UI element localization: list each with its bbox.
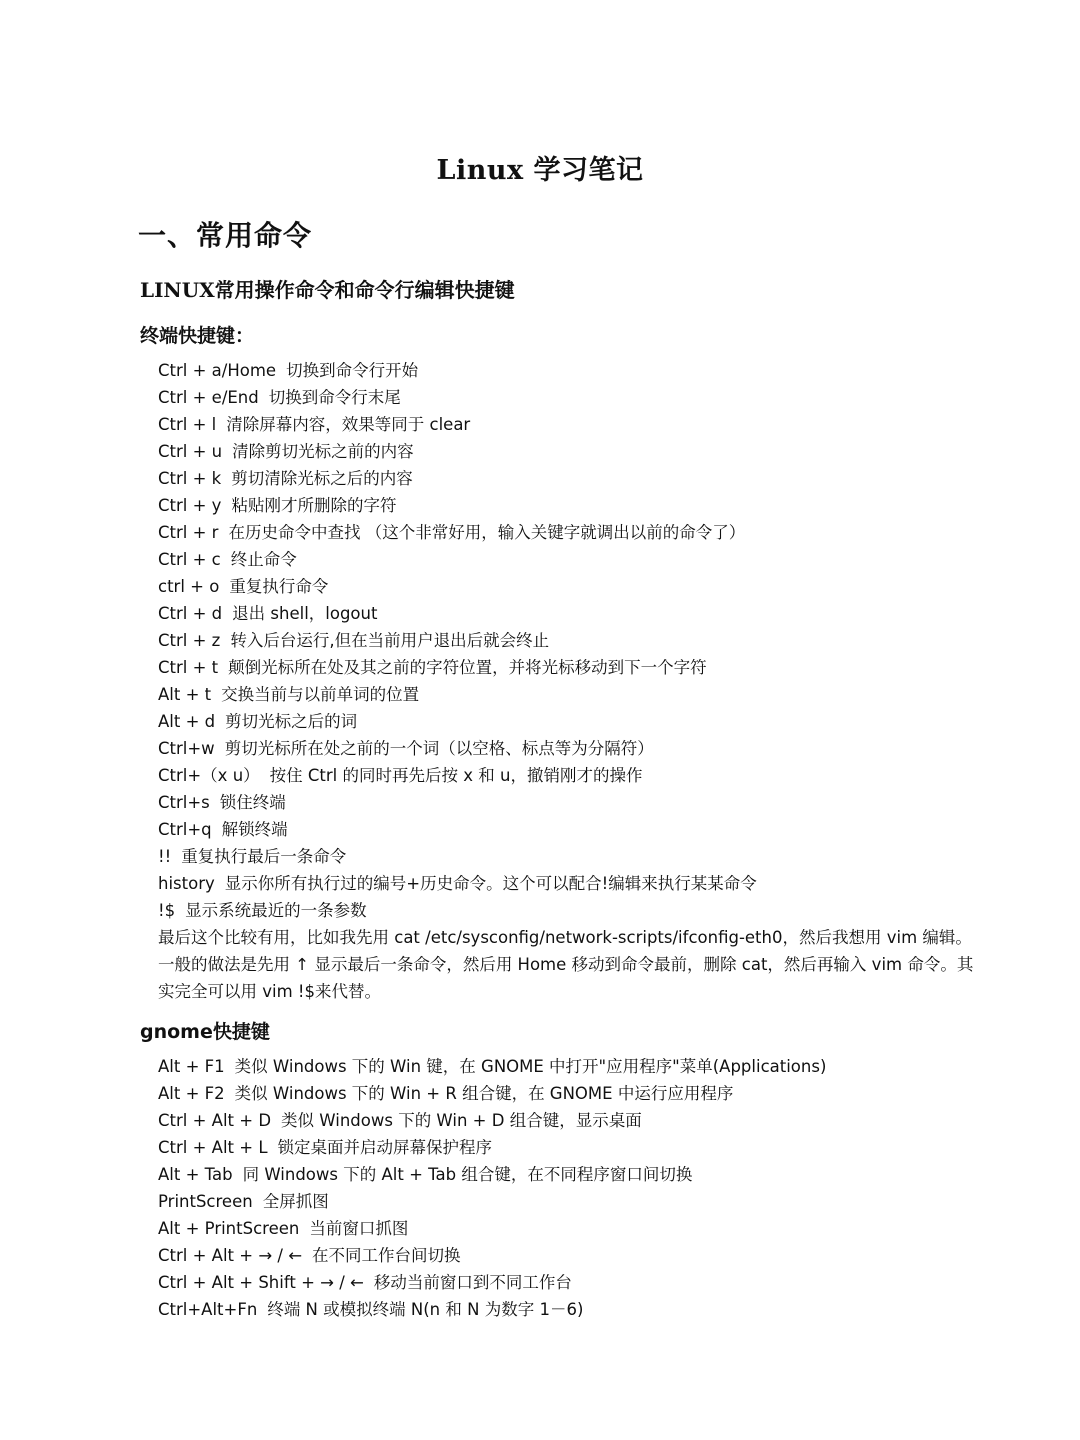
shortcut-desc: 移动当前窗口到不同工作台 <box>373 1273 572 1292</box>
shortcut-keys: Ctrl+w <box>158 739 215 758</box>
shortcut-desc: 剪切清除光标之后的内容 <box>231 469 413 488</box>
shortcut-desc: 全屏抓图 <box>262 1192 329 1211</box>
shortcut-keys: Ctrl+q <box>158 820 212 839</box>
subheading: LINUX常用操作命令和命令行编辑快捷键 <box>140 278 515 302</box>
shortcut-desc: 显示你所有执行过的编号+历史命令。这个可以配合!编辑来执行某某命令 <box>224 874 757 893</box>
shortcut-line <box>158 411 757 438</box>
shortcut-line <box>158 627 757 654</box>
shortcut-line <box>158 546 757 573</box>
shortcut-keys: Ctrl+s <box>158 793 210 812</box>
shortcut-desc: 终止命令 <box>230 550 297 569</box>
shortcut-desc: 清除剪切光标之前的内容 <box>232 442 414 461</box>
shortcut-line <box>158 1080 826 1107</box>
shortcut-keys: Alt + F1 <box>158 1057 225 1076</box>
terminal-shortcut-list <box>158 357 757 924</box>
shortcut-desc: 粘贴刚才所删除的字符 <box>231 496 397 515</box>
shortcut-desc: 显示系统最近的一条参数 <box>185 901 367 920</box>
shortcut-line <box>158 870 757 897</box>
shortcut-keys: history <box>158 874 215 893</box>
shortcut-keys: Alt + PrintScreen <box>158 1219 300 1238</box>
shortcut-line <box>158 897 757 924</box>
gnome-shortcut-list <box>158 1053 826 1323</box>
shortcut-line <box>158 573 757 600</box>
shortcut-desc: 类似 Windows 下的 Win + D 组合键，显示桌面 <box>281 1111 642 1130</box>
shortcut-keys: Ctrl + Alt + → / ← <box>158 1246 303 1265</box>
shortcut-desc: 在历史命令中查找 （这个非常好用，输入关键字就调出以前的命令了） <box>228 523 746 542</box>
shortcut-desc: 在不同工作台间切换 <box>312 1246 461 1265</box>
shortcut-desc: 终端 N 或模拟终端 N(n 和 N 为数字 1－6) <box>267 1300 584 1319</box>
shortcut-desc: 转入后台运行,但在当前用户退出后就会终止 <box>230 631 550 650</box>
shortcut-keys: !! <box>158 847 172 866</box>
shortcut-keys: Ctrl + k <box>158 469 222 488</box>
shortcut-keys: Ctrl + a/Home <box>158 361 277 380</box>
shortcut-line <box>158 384 757 411</box>
shortcut-desc: 类似 Windows 下的 Win + R 组合键，在 GNOME 中运行应用程序 <box>234 1084 734 1103</box>
shortcut-desc: 同 Windows 下的 Alt + Tab 组合键，在不同程序窗口间切换 <box>242 1165 693 1184</box>
shortcut-keys: Ctrl+（x u） <box>158 766 260 785</box>
shortcut-line <box>158 843 757 870</box>
shortcut-desc: 锁住终端 <box>219 793 286 812</box>
shortcut-desc: 重复执行最后一条命令 <box>181 847 347 866</box>
shortcut-line <box>158 1134 826 1161</box>
terminal-shortcuts-heading: 终端快捷键： <box>140 325 255 347</box>
shortcut-keys: Alt + F2 <box>158 1084 225 1103</box>
shortcut-keys: Ctrl + c <box>158 550 221 569</box>
shortcut-keys: Ctrl + d <box>158 604 223 623</box>
shortcut-line <box>158 762 757 789</box>
shortcut-line <box>158 1188 826 1215</box>
shortcut-keys: Alt + d <box>158 712 216 731</box>
shortcut-desc: 重复执行命令 <box>229 577 329 596</box>
shortcut-desc: 剪切光标所在处之前的一个词（以空格、标点等为分隔符） <box>224 739 654 758</box>
shortcut-keys: Ctrl + Alt + D <box>158 1111 272 1130</box>
shortcut-desc: 按住 Ctrl 的同时再先后按 x 和 u，撤销刚才的操作 <box>269 766 643 785</box>
section-heading: 一、常用命令 <box>138 219 313 252</box>
shortcut-desc: 类似 Windows 下的 Win 键，在 GNOME 中打开"应用程序"菜单(Applications) <box>234 1057 827 1076</box>
shortcut-desc: 当前窗口抓图 <box>309 1219 409 1238</box>
shortcut-keys: Ctrl+Alt+Fn <box>158 1300 258 1319</box>
shortcut-desc: 颠倒光标所在处及其之前的字符位置，并将光标移动到下一个字符 <box>228 658 707 677</box>
shortcut-line <box>158 789 757 816</box>
shortcut-line <box>158 816 757 843</box>
shortcut-line <box>158 357 757 384</box>
shortcut-keys: Ctrl + t <box>158 658 219 677</box>
shortcut-line <box>158 1107 826 1134</box>
shortcut-line <box>158 1161 826 1188</box>
shortcut-line <box>158 681 757 708</box>
shortcut-keys: !$ <box>158 901 176 920</box>
shortcut-keys: Ctrl + u <box>158 442 223 461</box>
shortcut-keys: Ctrl + Alt + Shift + → / ← <box>158 1273 364 1292</box>
shortcut-line <box>158 519 757 546</box>
shortcut-desc: 切换到命令行开始 <box>286 361 419 380</box>
shortcut-desc: 解锁终端 <box>221 820 288 839</box>
shortcut-line <box>158 492 757 519</box>
shortcut-keys: PrintScreen <box>158 1192 253 1211</box>
shortcut-desc: 剪切光标之后的词 <box>225 712 358 731</box>
shortcut-line <box>158 735 757 762</box>
shortcut-line <box>158 1296 826 1323</box>
shortcut-line <box>158 438 757 465</box>
shortcut-line <box>158 1215 826 1242</box>
shortcut-keys: Alt + t <box>158 685 212 704</box>
shortcut-keys: Ctrl + Alt + L <box>158 1138 268 1157</box>
shortcut-line <box>158 1053 826 1080</box>
shortcut-desc: 退出 shell，logout <box>232 604 378 623</box>
shortcut-keys: Alt + Tab <box>158 1165 233 1184</box>
shortcut-desc: 清除屏幕内容，效果等同于 clear <box>226 415 471 434</box>
document-title: Linux 学习笔记 <box>436 155 644 186</box>
shortcut-keys: Ctrl + z <box>158 631 221 650</box>
shortcut-keys: ctrl + o <box>158 577 220 596</box>
terminal-note-paragraph: 最后这个比较有用，比如我先用 cat /etc/sysconfig/network-scripts/ifconfig-eth0，然后我想用 vim 编辑。一般的做法是先用 ↑ 显示最后一条命令，然后用 Home 移动到命令最前，删除 cat，然后再输入 vim 命令。其实完全可以用 vim !$来代替。 <box>158 928 974 1001</box>
shortcut-line <box>158 654 757 681</box>
shortcut-line <box>158 465 757 492</box>
shortcut-keys: Ctrl + l <box>158 415 217 434</box>
shortcut-desc: 交换当前与以前单词的位置 <box>221 685 420 704</box>
shortcut-desc: 锁定桌面并启动屏幕保护程序 <box>277 1138 493 1157</box>
shortcut-line <box>158 600 757 627</box>
shortcut-line <box>158 708 757 735</box>
shortcut-keys: Ctrl + y <box>158 496 222 515</box>
shortcut-keys: Ctrl + e/End <box>158 388 259 407</box>
shortcut-desc: 切换到命令行末尾 <box>268 388 401 407</box>
shortcut-line <box>158 1269 826 1296</box>
shortcut-line <box>158 1242 826 1269</box>
shortcut-keys: Ctrl + r <box>158 523 219 542</box>
gnome-shortcuts-heading: gnome快捷键 <box>140 1021 270 1043</box>
